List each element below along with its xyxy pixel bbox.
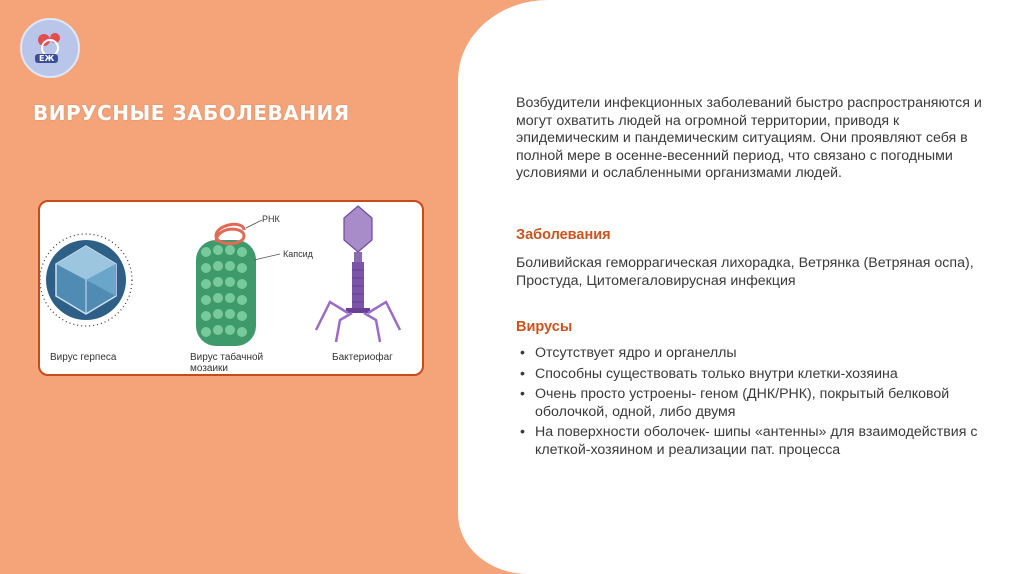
- diseases-text: Боливийская геморрагическая лихорадка, Ветрянка (Ветряная оспа), Простуда, Цитомегаловирусная инфекция: [516, 255, 974, 289]
- list-item-text: Очень просто устроены- геном (ДНК/РНК), покрытый белковой оболочкой, одной, либо двумя: [535, 386, 950, 420]
- diseases-heading: Заболевания: [516, 227, 611, 243]
- viruses-list: [516, 345, 986, 462]
- bullet-icon: •: [520, 386, 525, 402]
- caption-phage: Бактериофаг: [332, 352, 393, 363]
- bullet-icon: •: [520, 424, 525, 440]
- intro-paragraph: Возбудители инфекционных заболеваний быстро распространяются и могут охватить людей на огромной территории, приводя к эпидемическим и пандемическим ситуациям. Они проявляют себя в полной мере в осенне-весенний период, что связано с погодными условиями и ослабленными организмами людей.: [516, 95, 982, 181]
- viruses-heading: Вирусы: [516, 319, 573, 335]
- virus-illustration: [38, 200, 424, 376]
- logo-badge: ЕЖ: [35, 54, 58, 63]
- bullet-icon: •: [520, 345, 525, 361]
- logo-hedgehog-icon: [22, 20, 78, 76]
- herpes-virus-icon: [40, 234, 132, 326]
- caption-herpes: Вирус герпеса: [50, 352, 117, 363]
- label-kapsid: Капсид: [283, 249, 313, 259]
- list-item-text: Способны существовать только внутри клетки-хозяина: [535, 365, 898, 382]
- content-text: [516, 95, 986, 458]
- list-item: [516, 424, 986, 459]
- bullet-icon: •: [520, 365, 525, 382]
- list-item-text: Отсутствует ядро и органеллы: [535, 345, 737, 361]
- list-item: [516, 386, 986, 421]
- list-item: [516, 345, 986, 363]
- label-rnk: РНК: [262, 214, 280, 224]
- list-item-text: На поверхности оболочек- шипы «антенны» для взаимодействия с клеткой-хозяином и реализации пат. процесса: [535, 424, 978, 458]
- caption-tobacco: Вирус табачной мозаики: [190, 352, 264, 374]
- list-item: [516, 366, 986, 384]
- page-title: ВИРУСНЫЕ ЗАБОЛЕВАНИЯ: [33, 101, 350, 125]
- bacteriophage-icon: [316, 206, 400, 342]
- logo: [20, 18, 80, 78]
- tobacco-mosaic-virus-icon: [196, 220, 280, 346]
